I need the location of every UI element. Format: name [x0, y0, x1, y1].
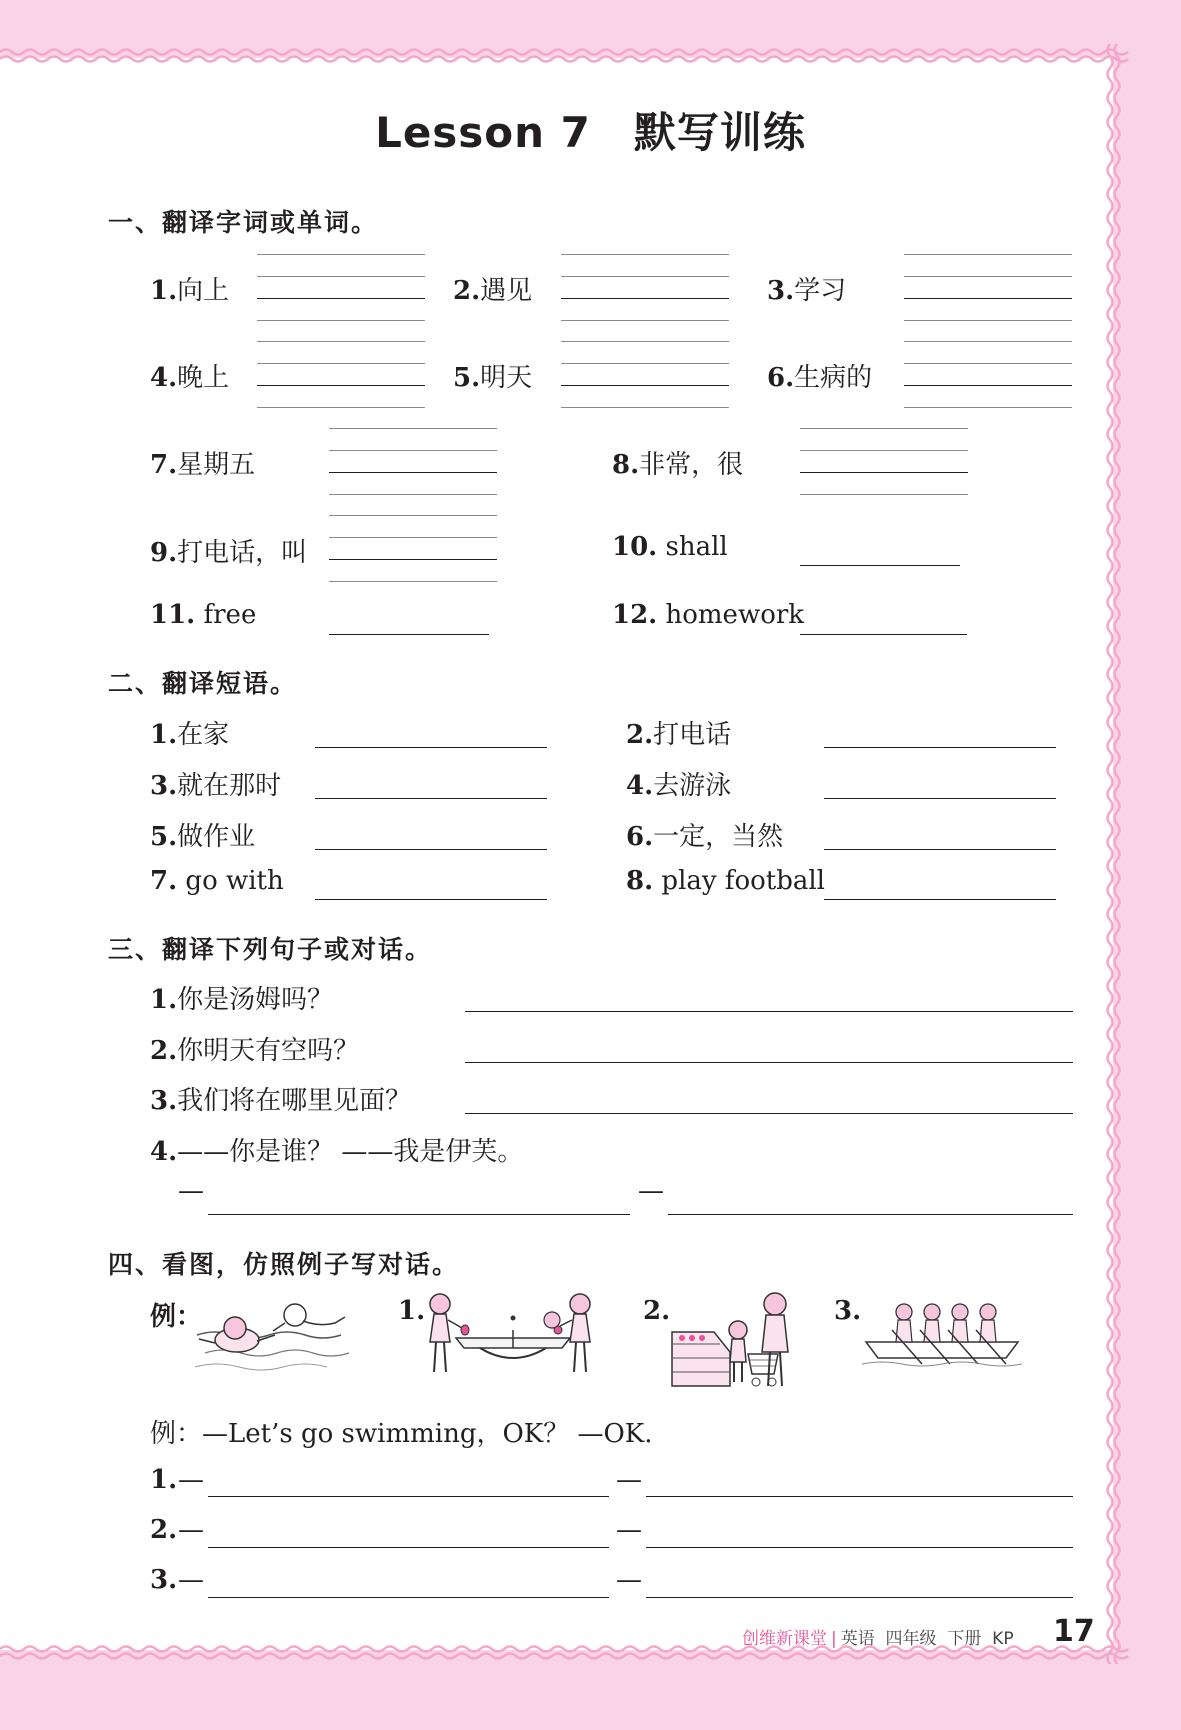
- item-text: 去游泳: [653, 771, 732, 801]
- s1-item-12: [612, 600, 804, 630]
- s2-answer-line-2[interactable]: [824, 747, 1056, 748]
- item-number: 5.: [150, 822, 178, 852]
- s2-item-7: [150, 866, 284, 896]
- s3-answer-line-2[interactable]: [465, 1062, 1073, 1063]
- s3-answer-line-4a[interactable]: [208, 1214, 630, 1215]
- footer: [742, 1624, 1014, 1649]
- brand-name: 创维新课堂: [742, 1629, 827, 1649]
- section-3-heading: 三、翻译下列句子或对话。: [108, 935, 433, 964]
- s3-item-4: [150, 1131, 523, 1168]
- term: 下册: [947, 1629, 982, 1649]
- s2-answer-line-6[interactable]: [824, 849, 1056, 850]
- item-text: 生病的: [794, 363, 873, 393]
- item-text: 向上: [177, 276, 230, 306]
- grade: 四年级: [885, 1629, 937, 1649]
- s3-item-1: [150, 979, 333, 1016]
- pic-label-3: 3.: [834, 1296, 862, 1326]
- dash: —: [178, 1465, 204, 1495]
- s1-item-9: [150, 532, 307, 569]
- item-text: 非常，很: [639, 450, 744, 480]
- s2-item-8: [626, 866, 825, 896]
- section-4-heading: 四、看图，仿照例子写对话。: [108, 1250, 460, 1279]
- item-number: 9.: [150, 538, 178, 568]
- s4-answer-line-2b[interactable]: [646, 1547, 1073, 1548]
- s4-answer-line-2a[interactable]: [208, 1547, 609, 1548]
- item-number: 8.: [612, 450, 640, 480]
- item-text: 你明天有空吗？: [177, 1036, 360, 1066]
- rowing-picture: [862, 1298, 1022, 1370]
- swimming-picture: [195, 1295, 355, 1375]
- dash: —: [616, 1465, 642, 1495]
- dash: —: [178, 1176, 204, 1206]
- section-1-heading: 一、翻译字词或单词。: [108, 208, 379, 237]
- s3-answer-line-3[interactable]: [465, 1113, 1073, 1114]
- s2-answer-line-8[interactable]: [824, 899, 1056, 900]
- item-text: 打电话: [653, 720, 732, 750]
- s1-item-7: [150, 444, 255, 481]
- s4-answer-line-1b[interactable]: [646, 1496, 1073, 1497]
- item-number: 1.: [150, 276, 178, 306]
- item-text: 明天: [480, 363, 533, 393]
- answer-line-12[interactable]: [800, 634, 967, 635]
- item-number: 6.: [767, 363, 795, 393]
- s4-answer-line-3b[interactable]: [646, 1597, 1073, 1598]
- s1-item-10: [612, 532, 728, 562]
- item-number: 7.: [150, 866, 178, 896]
- item-number: 4.: [150, 363, 178, 393]
- section-2-heading: 二、翻译短语。: [108, 669, 298, 698]
- answer-line-11[interactable]: [329, 634, 489, 635]
- item-text: shall: [665, 532, 728, 562]
- divider: |: [831, 1629, 837, 1649]
- s1-item-1: [150, 270, 229, 307]
- item-text: play football: [661, 866, 825, 896]
- pic-label-example: 例：: [150, 1302, 203, 1332]
- item-number: 3.: [150, 1086, 178, 1116]
- item-text: go with: [185, 866, 284, 896]
- dash: —: [178, 1565, 204, 1595]
- item-text: 你是汤姆吗？: [177, 985, 334, 1015]
- s2-item-5: [150, 816, 255, 853]
- s2-item-1: [150, 714, 229, 751]
- item-text: 就在那时: [177, 771, 282, 801]
- item-number: 7.: [150, 450, 178, 480]
- item-text: 做作业: [177, 822, 256, 852]
- item-number: 10.: [612, 532, 658, 562]
- answer-line-10[interactable]: [800, 565, 960, 566]
- s4-row-1-number: 1.: [150, 1465, 178, 1495]
- s4-answer-line-3a[interactable]: [208, 1597, 609, 1598]
- edition: KP: [992, 1629, 1014, 1649]
- s2-answer-line-7[interactable]: [315, 899, 547, 900]
- item-number: 4.: [626, 771, 654, 801]
- s4-answer-line-1a[interactable]: [208, 1496, 609, 1497]
- item-text: 打电话，叫: [177, 538, 308, 568]
- item-text: 一定，当然: [653, 822, 784, 852]
- item-number: 8.: [626, 866, 654, 896]
- s4-row-2-number: 2.: [150, 1515, 178, 1545]
- item-text: 学习: [794, 276, 847, 306]
- item-text: 遇见: [480, 276, 533, 306]
- s2-answer-line-4[interactable]: [824, 798, 1056, 799]
- pic-label-2: 2.: [643, 1296, 671, 1326]
- dash: —: [638, 1176, 664, 1206]
- example-dialogue: 例：—Let’s go swimming，OK？ —OK.: [150, 1419, 653, 1449]
- s3-answer-line-4b[interactable]: [668, 1214, 1073, 1215]
- item-text: 星期五: [177, 450, 256, 480]
- item-number: 2.: [150, 1036, 178, 1066]
- s1-item-4: [150, 357, 229, 394]
- s3-answer-line-1[interactable]: [465, 1011, 1073, 1012]
- s2-answer-line-1[interactable]: [315, 747, 547, 748]
- dash: —: [178, 1515, 204, 1545]
- item-text: homework: [665, 600, 805, 630]
- subject: 英语: [840, 1629, 875, 1649]
- item-number: 2.: [626, 720, 654, 750]
- dash: —: [616, 1565, 642, 1595]
- s3-item-3: [150, 1080, 411, 1117]
- wavy-border-top: [0, 44, 1130, 66]
- item-number: 5.: [453, 363, 481, 393]
- s2-item-6: [626, 816, 783, 853]
- s4-row-3-number: 3.: [150, 1565, 178, 1595]
- s1-item-8: [612, 444, 743, 481]
- table-tennis-picture: [420, 1290, 605, 1380]
- page-number: 17: [1053, 1614, 1095, 1649]
- item-number: 3.: [767, 276, 795, 306]
- item-text: ——你是谁？ ——我是伊芙。: [177, 1137, 524, 1167]
- s1-item-6: [767, 357, 872, 394]
- page-title: Lesson 7 默写训练: [375, 108, 806, 157]
- shopping-picture: [670, 1290, 795, 1390]
- item-number: 11.: [150, 600, 196, 630]
- s1-item-5: [453, 357, 532, 394]
- s1-item-3: [767, 270, 846, 307]
- pic-label-1: 1.: [398, 1296, 426, 1326]
- s3-item-2: [150, 1030, 359, 1067]
- item-number: 1.: [150, 985, 178, 1015]
- item-text: 晚上: [177, 363, 230, 393]
- s2-answer-line-3[interactable]: [315, 798, 547, 799]
- item-number: 3.: [150, 771, 178, 801]
- item-number: 4.: [150, 1137, 178, 1167]
- item-number: 2.: [453, 276, 481, 306]
- item-number: 6.: [626, 822, 654, 852]
- item-text: 在家: [177, 720, 230, 750]
- s1-item-2: [453, 270, 532, 307]
- item-number: 12.: [612, 600, 658, 630]
- dash: —: [616, 1515, 642, 1545]
- item-text: 我们将在哪里见面？: [177, 1086, 412, 1116]
- item-number: 1.: [150, 720, 178, 750]
- s2-item-2: [626, 714, 731, 751]
- item-text: free: [203, 600, 257, 630]
- s2-item-4: [626, 765, 731, 802]
- wavy-border-right: [1102, 44, 1126, 1664]
- s1-item-11: [150, 600, 256, 630]
- s2-item-3: [150, 765, 281, 802]
- s2-answer-line-5[interactable]: [315, 849, 547, 850]
